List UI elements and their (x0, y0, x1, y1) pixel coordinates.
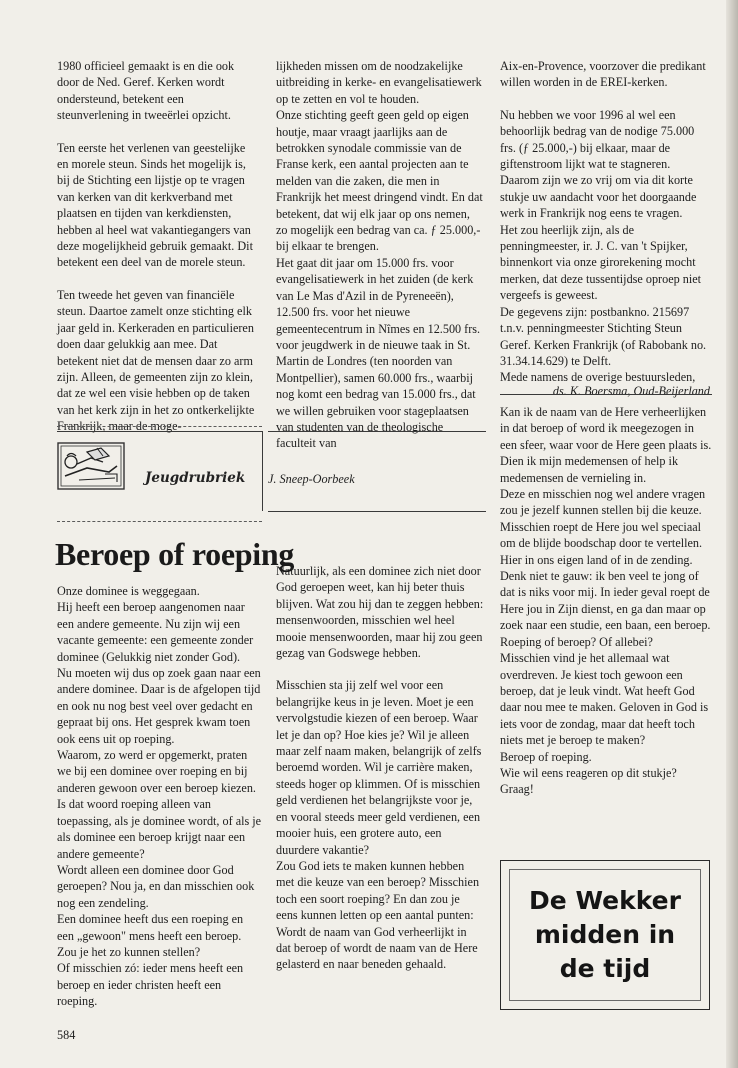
paragraph: Misschien roept de Here jou wel speciaal om de blijde boodschap door te vertellen. Hier in ons eigen land of in de zending. Denk niet te gauw: ik ben veel te jong of dat is niks voor mij. In ieder geval roept de Here jou in Zijn dienst, en ga dan maar op zoek naar een studie, een baan, een beroep. (500, 519, 711, 633)
paragraph: Kan ik de naam van de Here verheerlijken in dat beroep of word ik meegezogen in een sfeer, waar voor de Here geen plaats is. (500, 405, 712, 452)
paragraph: De gegevens zijn: postbankno. 215697 t.n.v. penningmeester Stichting Steun Geref. Kerken Frankrijk (of Rabobank no. 31.34.14.629) te Delft. (500, 304, 707, 368)
top-article-column-3 (500, 58, 710, 386)
divider-rule (268, 511, 486, 512)
paragraph: Aix-en-Provence, voorzover die predikant willen worden in de EREI-kerken. (500, 59, 706, 90)
top-article-column-2 (276, 58, 484, 452)
signature: ds. K. Boersma, Oud-Beijerland (552, 384, 710, 398)
divider-rule (57, 431, 262, 432)
paragraph: Zou God iets te maken kunnen hebben met die keuze van een beroep? Misschien toch een soort roeping? En dan zou je eens kunnen letten op een aantal punten: Wordt de naam van God verheerlijkt in dat beroep of wordt de naam van de Here gelasterd en naar beneden gehaald. (276, 858, 480, 972)
divider-rule (268, 431, 486, 432)
youth-reading-icon (57, 442, 125, 490)
box-line: De Wekker (529, 886, 681, 915)
paragraph: lijkheden missen om de noodzakelijke uitbreiding in kerke- en evangelisatiewerk op te zetten en vol te houden. (276, 59, 482, 106)
paragraph: Is dat woord roeping alleen van toepassing, als je dominee wordt, of als je als dominee een beroep krijgt naar een andere gemeente? (57, 797, 262, 861)
top-article-column-1 (57, 58, 257, 435)
paragraph: Wordt alleen een dominee door God geroepen? Nou ja, en dan misschien ook nog een zendeling. (57, 862, 255, 910)
divider-rule (500, 394, 712, 395)
dashed-divider (57, 521, 262, 522)
paragraph: Deze en misschien nog wel andere vragen zou je jezelf kunnen stellen bij die keuze. (500, 487, 706, 518)
paragraph: Roeping of beroep? Of allebei? (500, 634, 653, 649)
paragraph: Misschien vind je het allemaal wat overdreven. Je kiest toch gewoon een beroep, dat je leuk vindt. Wat heeft God daar nou mee te maken. Geloven in God is iets voor de zondag, maar dat heeft toch niets met je beroep te maken? (500, 651, 709, 748)
paragraph: 1980 officieel gemaakt is en die ook door de Ned. Geref. Kerken wordt ondersteund, betekent een steunverlening in tweeërlei opzicht. (57, 59, 235, 123)
paragraph: Natuurlijk, als een dominee zich niet door God geroepen weet, kan hij beter thuis blijven. Wat zou hij dan te zeggen hebben: mensenwoorden, misschien wel heel mooie mensenwoorden, maar hij zou geen gezag van Godswege hebben. (276, 564, 484, 661)
paragraph: Hij heeft een beroep aangenomen naar een andere gemeente. Nu zijn wij een vacante gemeente: een gemeente zonder dominee (Gelukkig niet zonder God). (57, 600, 254, 664)
paragraph: Ten eerste het verlenen van geestelijke en morele steun. Sinds het mogelijk is, bij de Stichting een lijstje op te vragen van kerken van dit kerkverband met plaatsen en tijden van kerkdiensten, hebben al heel wat vakantiegangers van deze mogelijkheid gebruik gemaakt. Dit betekent een deel van de morele steun. (57, 140, 253, 270)
box-line: de tijd (559, 954, 651, 983)
page-edge-shadow (726, 0, 738, 1068)
paragraph: Nu moeten wij dus op zoek gaan naar een andere dominee. Daar is de afgelopen tijd en ook nu nog best veel over gedacht en gepraat bij ons. Het gesprek kwam toen ook eens uit op roeping. (57, 666, 261, 746)
paragraph: Mede namens de overige bestuursleden, (500, 370, 696, 385)
paragraph: Wie wil eens reageren op dit stukje? Graag! (500, 765, 677, 797)
paragraph: Ten tweede het geven van financiële steun. Daartoe zamelt onze stichting elk jaar geld in. Kerkeraden en particulieren doen daar gelukkig aan mee. Dat betekent niet dat de mensen daar zo arm zijn. Alleen, de gemeenten zijn zo klein, dat ze wel een visie hebben op de taken van het kerk zijn in het zo ontkerkelijkte Frankrijk, maar de moge- (57, 287, 255, 434)
article-column-1 (57, 583, 262, 1010)
paragraph: Het zou heerlijk zijn, als de penningmeester, ir. J. C. van 't Spijker, binnenkort via onze girorekening mocht merken, dat deze tussentijdse oproep niet vergeefs is geweest. (500, 222, 702, 303)
paragraph: Onze stichting geeft geen geld op eigen houtje, maar vraagt jaarlijks aan de betrokken synodale commissie van de Franse kerk, een aantal projecten aan te melden van die zaken, die men in Frankrijk het meest dringend vindt. En dat betekent, dat wij elk jaar op ons nemen, zo mogelijk een bedrag van ca. ƒ 25.000,- bij elkaar te brengen. (276, 108, 483, 254)
paragraph: Misschien sta jij zelf wel voor een belangrijke keus in je leven. Moet je een vervolgstudie kiezen of een beroep. Waar let je dan op? Hoe kies je? Wil je alleen maar zelf naam maken, belangrijk of zelfs beroemd worden. Wil je carrière maken, steeds hoger op klimmen. Of is misschien geld verdienen het belangrijkste voor je, en vooral steeds meer geld verdienen, een mooier huis, een grotere auto, een duurdere vakantie? (276, 678, 482, 857)
article-column-3 (500, 404, 712, 798)
author-byline: J. Sneep-Oorbeek (268, 472, 355, 486)
paragraph: Waarom, zo werd er opgemerkt, praten we bij een dominee over roeping en bij anderen gewoon over een beroep kiezen. (57, 748, 256, 795)
article-column-2 (276, 563, 484, 973)
box-line: midden in (534, 920, 676, 949)
paragraph: Of misschien zó: ieder mens heeft een beroep en ieder christen heeft een roeping. (57, 961, 244, 1009)
paragraph: Beroep of roeping. (500, 749, 592, 764)
paragraph: Onze dominee is weggegaan. (57, 584, 200, 598)
paragraph: Dien ik mijn medemensen of help ik medemensen de vernieling in. (500, 454, 679, 485)
article-headline: Beroep of roeping (55, 536, 295, 572)
dashed-divider (57, 426, 262, 427)
de-wekker-box (500, 860, 710, 1010)
section-rubric: Jeugdrubriek (145, 470, 246, 486)
paragraph: Een dominee heeft dus een roeping en een „gewoon" mens heeft een beroep. Zou je het zo kunnen stellen? (57, 912, 244, 959)
de-wekker-box-inner (509, 869, 701, 1001)
paragraph: Het gaat dit jaar om 15.000 frs. voor evangelisatiewerk in het zuiden (de kerk van Le Mas d'Azil in de Pyreneeën), 12.500 frs. voor het nieuwe gemeentecentrum in Nîmes en 12.500 frs. voor jeugdwerk in de nieuwe taak in St. Martin de Londres (ten noorden van Montpellier), samen 60.000 frs., waarbij nog komt een bedrag van 15.000 frs., dat we willen gebruiken voor stageplaatsen van studenten van de theologische faculteit van (276, 255, 481, 451)
page-number: 584 (57, 1028, 76, 1042)
divider-rule-vertical (262, 431, 263, 511)
paragraph: Nu hebben we voor 1996 al wel een behoorlijk bedrag van de nodige 75.000 frs. (ƒ 25.000,-) bij elkaar, maar de giftenstroom lijkt wat te stagneren. Daarom zijn we zo vrij om via dit korte stukje uw aandacht voor het doorgaande werk in Frankrijk nog eens te vragen. (500, 107, 697, 221)
